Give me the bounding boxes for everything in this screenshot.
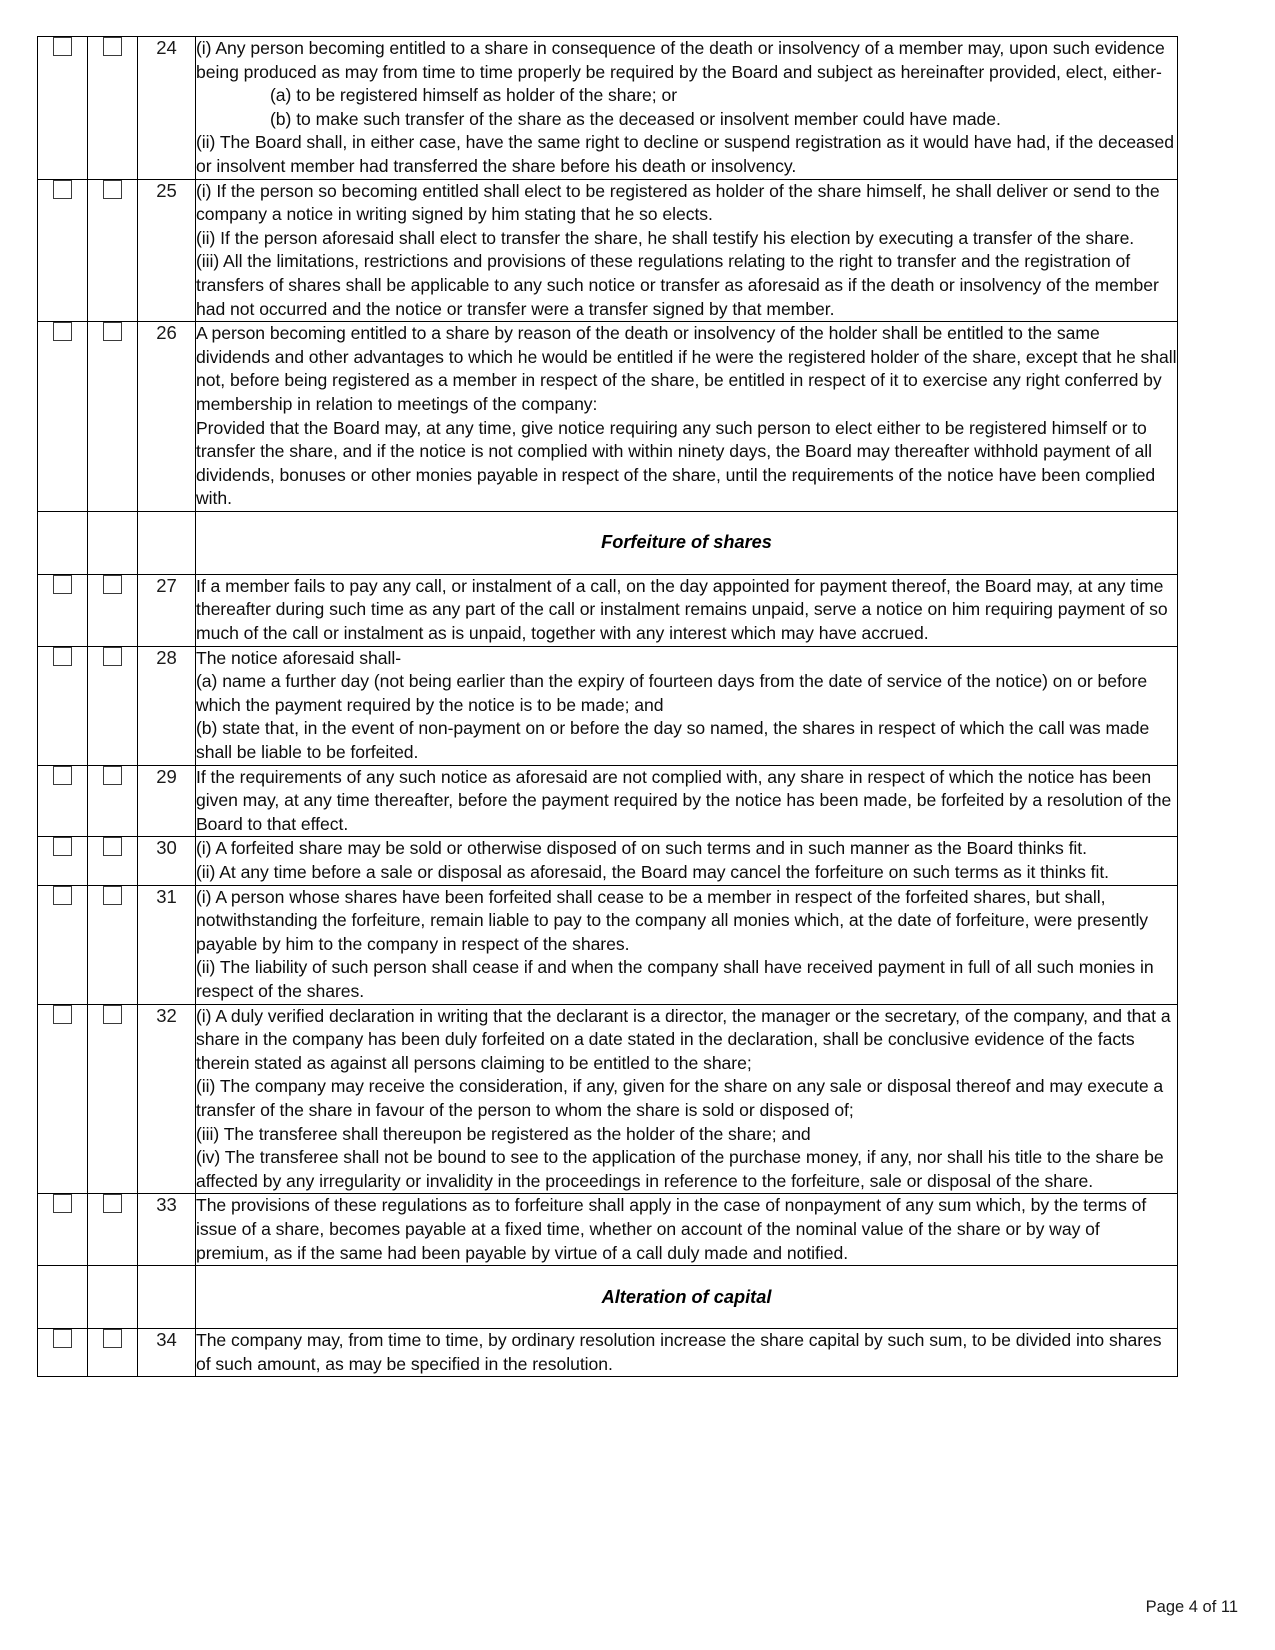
checkbox-icon[interactable] bbox=[103, 1005, 122, 1024]
checkbox-icon[interactable] bbox=[103, 1194, 122, 1213]
checkbox-icon[interactable] bbox=[103, 37, 122, 56]
clause-paragraph: (b) state that, in the event of non-payment on or before the day so named, the shares in respect of which the call was made shall be liable to be forfeited. bbox=[196, 718, 1150, 763]
checkbox-cell-2[interactable] bbox=[88, 322, 138, 512]
clause-text bbox=[196, 37, 1178, 180]
checkbox-icon[interactable] bbox=[53, 886, 72, 905]
empty-cell bbox=[138, 1266, 196, 1329]
empty-cell bbox=[138, 511, 196, 574]
clause-paragraph: (i) A forfeited share may be sold or otherwise disposed of on such terms and in such manner as the Board thinks fit. bbox=[196, 838, 1087, 859]
empty-cell bbox=[88, 1266, 138, 1329]
checkbox-icon[interactable] bbox=[53, 575, 72, 594]
checkbox-icon[interactable] bbox=[53, 1194, 72, 1213]
checkbox-cell-2[interactable] bbox=[88, 765, 138, 837]
table-row bbox=[38, 646, 1178, 765]
table-row bbox=[38, 1004, 1178, 1194]
clause-paragraph: (iv) The transferee shall not be bound to see to the application of the purchase money, if any, nor shall his title to the share be affected by any irregularity or invalidity in the proceedings in reference to the forfeiture, sale or disposal of the share. bbox=[196, 1147, 1164, 1191]
clause-paragraph: (ii) If the person aforesaid shall elect to transfer the share, he shall testify his election by executing a transfer of the share. bbox=[196, 227, 1135, 248]
empty-cell bbox=[38, 511, 88, 574]
clause-number: 25 bbox=[138, 179, 196, 322]
clause-paragraph: (i) Any person becoming entitled to a share in consequence of the death or insolvency of a member may, upon such evidence being produced as may from time to time properly be required by the Board and subject as hereinafter provided, elect, either- bbox=[196, 38, 1165, 82]
checkbox-cell-1[interactable] bbox=[38, 322, 88, 512]
checkbox-icon[interactable] bbox=[53, 37, 72, 56]
clause-text bbox=[196, 179, 1178, 322]
checkbox-cell-2[interactable] bbox=[88, 885, 138, 1004]
checkbox-cell-2[interactable] bbox=[88, 1004, 138, 1194]
clause-text bbox=[196, 322, 1178, 512]
section-heading: Alteration of capital bbox=[196, 1266, 1178, 1329]
checkbox-icon[interactable] bbox=[103, 322, 122, 341]
clause-number: 27 bbox=[138, 574, 196, 646]
table-row bbox=[38, 1329, 1178, 1377]
checkbox-icon[interactable] bbox=[103, 886, 122, 905]
checkbox-icon[interactable] bbox=[53, 766, 72, 785]
clause-paragraph: (ii) At any time before a sale or disposal as aforesaid, the Board may cancel the forfeiture on such terms as it thinks fit. bbox=[196, 862, 1110, 882]
checkbox-icon[interactable] bbox=[53, 1005, 72, 1024]
table-row bbox=[38, 574, 1178, 646]
clause-paragraph: (i) A duly verified declaration in writing that the declarant is a director, the manager or the secretary, of the company, and that a share in the company has been duly forfeited on a date stated in the declaration, shall be conclusive evidence of the facts therein stated as against all persons claiming to be entitled to the share; bbox=[196, 1005, 1171, 1073]
checkbox-icon[interactable] bbox=[103, 647, 122, 666]
clause-text bbox=[196, 1004, 1178, 1194]
clause-paragraph: (b) to make such transfer of the share as the deceased or insolvent member could have made. bbox=[270, 108, 1001, 129]
clause-number: 29 bbox=[138, 765, 196, 837]
checkbox-icon[interactable] bbox=[53, 837, 72, 856]
checkbox-cell-2[interactable] bbox=[88, 837, 138, 885]
section-heading-row bbox=[38, 1266, 1178, 1329]
checkbox-cell-2[interactable] bbox=[88, 37, 138, 180]
articles-checklist-table bbox=[37, 36, 1178, 1377]
clause-text bbox=[196, 646, 1178, 765]
clause-text bbox=[196, 574, 1178, 646]
checkbox-icon[interactable] bbox=[53, 180, 72, 199]
checkbox-icon[interactable] bbox=[103, 180, 122, 199]
table-row bbox=[38, 1194, 1178, 1266]
clause-number: 24 bbox=[138, 37, 196, 180]
table-row bbox=[38, 37, 1178, 180]
checkbox-cell-1[interactable] bbox=[38, 1004, 88, 1194]
table-row bbox=[38, 837, 1178, 885]
checkbox-cell-1[interactable] bbox=[38, 1194, 88, 1266]
checkbox-cell-2[interactable] bbox=[88, 179, 138, 322]
checkbox-cell-1[interactable] bbox=[38, 837, 88, 885]
clause-paragraph: (ii) The Board shall, in either case, have the same right to decline or suspend registration as it would have had, if the deceased or insolvent member had transferred the share before his death or insolvency. bbox=[196, 132, 1175, 176]
empty-cell bbox=[88, 511, 138, 574]
clause-text bbox=[196, 1329, 1178, 1377]
checkbox-cell-2[interactable] bbox=[88, 1194, 138, 1266]
page-footer: Page 4 of 11 bbox=[1145, 1598, 1238, 1616]
checkbox-icon[interactable] bbox=[103, 766, 122, 785]
checkbox-icon[interactable] bbox=[103, 837, 122, 856]
empty-cell bbox=[38, 1266, 88, 1329]
checkbox-cell-2[interactable] bbox=[88, 574, 138, 646]
clause-paragraph: (a) name a further day (not being earlier than the expiry of fourteen days from the date of service of the notice) on or before which the payment required by the notice is to be made; and bbox=[196, 671, 1148, 715]
section-heading-row bbox=[38, 511, 1178, 574]
clause-text bbox=[196, 1194, 1178, 1266]
checkbox-cell-1[interactable] bbox=[38, 885, 88, 1004]
table-row bbox=[38, 885, 1178, 1004]
clause-number: 33 bbox=[138, 1194, 196, 1266]
clause-number: 28 bbox=[138, 646, 196, 765]
checkbox-icon[interactable] bbox=[53, 322, 72, 341]
clause-paragraph: Provided that the Board may, at any time, give notice requiring any such person to elect either to be registered himself or to transfer the share, and if the notice is not complied with within ninety days, the Board may thereafter withhold payment of all dividends, bonuses or other monies payable in respect of the share, until the requirements of the notice have been complied with. bbox=[196, 417, 1156, 509]
checkbox-cell-1[interactable] bbox=[38, 646, 88, 765]
clause-paragraph: (a) to be registered himself as holder of the share; or bbox=[270, 85, 678, 106]
clause-number: 26 bbox=[138, 322, 196, 512]
clause-paragraph: (iii) All the limitations, restrictions and provisions of these regulations relating to the right to transfer and the registration of transfers of shares shall be applicable to any such notice or transfer as aforesaid as if the death or insolvency of the member had not occurred and the notice or transfer were a transfer signed by that member. bbox=[196, 251, 1159, 319]
checkbox-icon[interactable] bbox=[103, 1329, 122, 1348]
clause-paragraph: If a member fails to pay any call, or instalment of a call, on the day appointed for payment thereof, the Board may, at any time thereafter during such time as any part of the call or instalment remains unpaid, serve a notice on him requiring payment of so much of the call or instalment as is unpaid, together with any interest which may have accrued. bbox=[196, 575, 1168, 644]
table-body bbox=[38, 37, 1178, 1377]
checkbox-icon[interactable] bbox=[53, 647, 72, 666]
checkbox-cell-2[interactable] bbox=[88, 1329, 138, 1377]
checkbox-cell-1[interactable] bbox=[38, 37, 88, 180]
clause-paragraph: (ii) The company may receive the consideration, if any, given for the share on any sale or disposal thereof and may execute a transfer of the share in favour of the person to whom the share is sold or disposed of; bbox=[196, 1076, 1164, 1120]
clause-paragraph: The company may, from time to time, by ordinary resolution increase the share capital by such sum, to be divided into shares of such amount, as may be specified in the resolution. bbox=[196, 1330, 1162, 1374]
clause-text bbox=[196, 765, 1178, 837]
checkbox-icon[interactable] bbox=[103, 575, 122, 594]
checkbox-icon[interactable] bbox=[53, 1329, 72, 1348]
clause-number: 30 bbox=[138, 837, 196, 885]
clause-paragraph: (i) A person whose shares have been forfeited shall cease to be a member in respect of the forfeited shares, but shall, notwithstanding the forfeiture, remain liable to pay to the company all monies which, at the date of forfeiture, were presently payable by him to the company in respect of the shares. bbox=[196, 886, 1149, 954]
clause-paragraph: (ii) The liability of such person shall cease if and when the company shall have received payment in full of all such monies in respect of the shares. bbox=[196, 957, 1154, 1001]
section-heading: Forfeiture of shares bbox=[196, 511, 1178, 574]
clause-number: 34 bbox=[138, 1329, 196, 1377]
clause-text bbox=[196, 837, 1178, 885]
clause-paragraph: (i) If the person so becoming entitled shall elect to be registered as holder of the share himself, he shall deliver or send to the company a notice in writing signed by him stating that he so elects. bbox=[196, 180, 1160, 225]
checkbox-cell-1[interactable] bbox=[38, 1329, 88, 1377]
clause-paragraph: A person becoming entitled to a share by reason of the death or insolvency of the holder shall be entitled to the same dividends and other advantages to which he would be entitled if he were the registered holder of the share, except that he shall not, before being registered as a member in respect of the share, be entitled in respect of it to exercise any right conferred by membership in relation to meetings of the company: bbox=[196, 323, 1177, 414]
checkbox-cell-1[interactable] bbox=[38, 574, 88, 646]
checkbox-cell-1[interactable] bbox=[38, 765, 88, 837]
checkbox-cell-1[interactable] bbox=[38, 179, 88, 322]
table-row bbox=[38, 322, 1178, 512]
checkbox-cell-2[interactable] bbox=[88, 646, 138, 765]
clause-text bbox=[196, 885, 1178, 1004]
clause-paragraph: (iii) The transferee shall thereupon be registered as the holder of the share; and bbox=[196, 1123, 811, 1144]
clause-number: 31 bbox=[138, 885, 196, 1004]
clause-paragraph: If the requirements of any such notice as aforesaid are not complied with, any share in respect of which the notice has been given may, at any time thereafter, before the payment required by the notice has been made, be forfeited by a resolution of the Board to that effect. bbox=[196, 766, 1172, 834]
clause-paragraph: The notice aforesaid shall- bbox=[196, 647, 401, 668]
clause-paragraph: The provisions of these regulations as to forfeiture shall apply in the case of nonpayment of any sum which, by the terms of issue of a share, becomes payable at a fixed time, whether on account of the nominal value of the share or by way of premium, as if the same had been payable by virtue of a call duly made and notified. bbox=[196, 1195, 1147, 1263]
clause-number: 32 bbox=[138, 1004, 196, 1194]
table-row bbox=[38, 765, 1178, 837]
table-row bbox=[38, 179, 1178, 322]
